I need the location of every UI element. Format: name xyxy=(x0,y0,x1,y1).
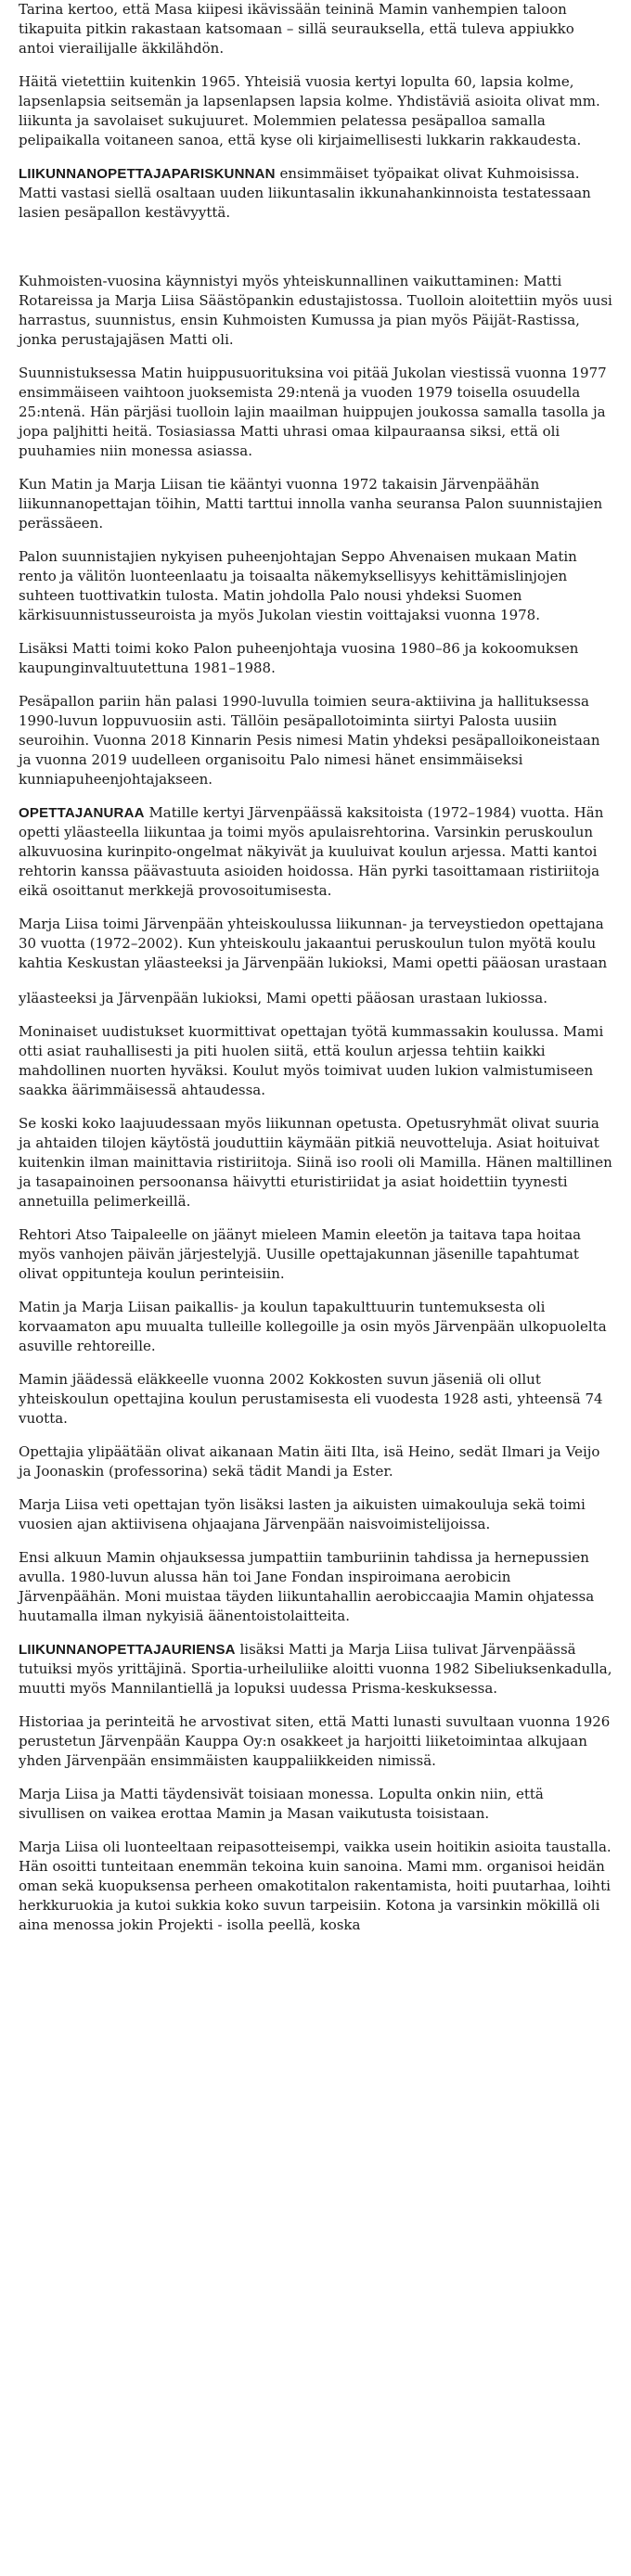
article-paragraph: Ensi alkuun Mamin ohjauksessa jumpattiin tamburiinin tahdissa ja hernepussien avulla. 1980-luvun alussa hän toi Jane Fondan inspiroimana aerobicin Järvenpäähän. Moni muistaa täyden liikuntahallin aerobiccaajia Mamin ohjatessa huutamalla ilman nykyisiä äänentoistolaitteita. xyxy=(19,1549,595,1624)
article-paragraph: Kuhmoisten-vuosina käynnistyi myös yhteiskunnallinen vaikuttaminen: Matti Rotareissa ja Marja Liisa Säästöpankin edustajistossa. Tuolloin aloitettiin myös uusi harrastus, suunnistus, ensin Kuhmoisten Kumussa ja pian myös Päijät-Rastissa, jonka perustajajäsen Matti oli. xyxy=(19,273,612,348)
lead-in-caps: LIIKUNNANOPETTAJAURIENSA xyxy=(19,1642,236,1658)
blank-space xyxy=(19,237,612,272)
article-paragraph: yläasteeksi ja Järvenpään lukioksi, Mami opetti pääosan urastaan lukiossa. xyxy=(19,990,548,1006)
article-paragraph: Opettajia ylipäätään olivat aikanaan Matin äiti Ilta, isä Heino, sedät Ilmari ja Veijo ja Joonaskin (professorina) sekä tädit Mandi ja Ester. xyxy=(19,1443,600,1480)
article-paragraph: Marja Liisa ja Matti täydensivät toisiaan monessa. Lopulta onkin niin, että sivullisen on vaikea erottaa Mamin ja Masan vaikutusta toisistaan. xyxy=(19,1786,544,1822)
article-paragraph: Marja Liisa toimi Järvenpään yhteiskoulussa liikunnan- ja terveystiedon opettajana 30 vuotta (1972–2002). Kun yhteiskoulu jakaantui peruskoulun tulon myötä koulu kahtia Keskustan yläasteeksi ja Järvenpään lukioksi, Mami opetti pääosan urastaan xyxy=(19,916,608,971)
article-paragraph: Se koski koko laajuudessaan myös liikunnan opetusta. Opetusryhmät olivat suuria ja ahtaiden tilojen käytöstä jouduttiin käymään pitkiä neuvotteluja. Asiat hoituivat kuitenkin ilman mainittavia ristiriitoja. Siinä iso rooli oli Mamilla. Hänen maltillinen ja tasapainoinen persoonansa häivytti eturistiriidat ja asiat hoidettiin tyynesti annetuilla pelimerkeillä. xyxy=(19,1115,612,1210)
article-paragraph: Matin ja Marja Liisan paikallis- ja koulun tapakulttuurin tuntemuksesta oli korvaamaton apu muualta tulleille kollegoille ja osin myös Järvenpään ulkopuolelta asuville rehtoreille. xyxy=(19,1299,607,1354)
article-paragraph-lead xyxy=(19,1640,612,1698)
article-paragraph: Historiaa ja perinteitä he arvostivat siten, että Matti lunasti suvultaan vuonna 1926 perustetun Järvenpään Kauppa Oy:n osakkeet ja harjoitti liiketoimintaa alkujaan yhden Järvenpään ensimmäisten kauppaliikkeiden nimissä. xyxy=(19,1713,611,1769)
article-paragraph-lead xyxy=(19,803,612,901)
article-paragraph: Tarina kertoo, että Masa kiipesi ikävissään teininä Mamin vanhempien taloon tikapuita pitkin rakastaan katsomaan – sillä seurauksella, että tuleva appiukko antoi vierailijalle äkkilähdön. xyxy=(19,1,574,57)
article-paragraph: Pesäpallon pariin hän palasi 1990-luvulla toimien seura-aktiivina ja hallituksessa 1990-luvun loppuvuosiin asti. Tällöin pesäpallotoiminta siirtyi Palosta uusiin seuroihin. Vuonna 2018 Kinnarin Pesis nimesi Matin yhdeksi pesäpalloikoneistaan ja vuonna 2019 uudelleen organisoitu Palo nimesi hänet ensimmäiseksi kunniapuheenjohtajakseen. xyxy=(19,693,600,788)
article-paragraph: Kun Matin ja Marja Liisan tie kääntyi vuonna 1972 takaisin Järvenpäähän liikunnanopettajan töihin, Matti tarttui innolla vanha seuransa Palon suunnistajien perässäeen. xyxy=(19,476,603,532)
article-paragraph: Mamin jäädessä eläkkeelle vuonna 2002 Kokkosten suvun jäseniä oli ollut yhteiskoulun opettajina koulun perustamisesta eli vuodesta 1928 asti, yhteensä 74 vuotta. xyxy=(19,1371,603,1427)
lead-in-caps: LIIKUNNANOPETTAJAPARISKUNNAN xyxy=(19,166,276,182)
article-paragraph: Moninaiset uudistukset kuormittivat opettajan työtä kummassakin koulussa. Mami otti asiat rauhallisesti ja piti huolen siitä, että koulun arjessa tehtiin kaikki mahdollinen nuorten hyväksi. Koulut myös toimivat uuden lukion valmistumiseen saakka äärimmäisessä ahtaudessa. xyxy=(19,1023,604,1098)
lead-in-caps: OPETTAJANURAA xyxy=(19,805,145,821)
article-paragraph: Suunnistuksessa Matin huippusuorituksina voi pitää Jukolan viestissä vuonna 1977 ensimmäiseen vaihtoon juoksemista 29:ntenä ja vuoden 1979 toisella osuudella 25:ntenä. Hän pärjäsi tuolloin lajin maailman huippujen joukossa samalla tasolla ja jopa paljhitti heitä. Tosiasiassa Matti uhrasi omaa kilpauraansa siksi, että oli puuhamies niin monessa asiassa. xyxy=(19,365,607,459)
article-paragraph: Marja Liisa veti opettajan työn lisäksi lasten ja aikuisten uimakouluja sekä toimi vuosien ajan aktiivisena ohjaajana Järvenpään naisvoimistelijoissa. xyxy=(19,1496,586,1532)
paragraph-text: lisäksi Matti ja Marja Liisa tulivat Järvenpäässä tutuiksi myös yrittäjinä. Sportia-urheiluliike aloitti vuonna 1982 Sibeliuksenkadulla, muutti myös Mannilantiellä ja lopuksi uudessa Prisma-keskuksessa. xyxy=(19,1641,612,1697)
article-paragraph: Marja Liisa oli luonteeltaan reipasotteisempi, vaikka usein hoitikin asioita taustalla. Hän osoitti tunteitaan enemmän tekoina kuin sanoina. Mami mm. organisoi heidän oman sekä kuopuksensa perheen omakotitalon rakentamista, hoiti puutarhaa, loihti herkkuruokia ja kutoi sukkia koko suvun tarpeisiin. Kotona ja varsinkin mökillä oli aina menossa jokin Projekti - isolla peellä, koska xyxy=(19,1839,612,1933)
paragraph-text: Matille kertyi Järvenpäässä kaksitoista (1972–1984) vuotta. Hän opetti yläasteella liikuntaa ja toimi myös apulaisrehtorina. Varsinkin peruskoulun alkuvuosina kurinpito-ongelmat näkyivät ja kuuluivat koulun arjessa. Matti kantoi rehtorin kanssa päävastuuta asioiden hoidossa. Hän pyrki tasoittamaan ristiriitoja eikä osoittanut merkkejä provosoitumisesta. xyxy=(19,804,604,899)
article-paragraph: Rehtori Atso Taipaleelle on jäänyt mieleen Mamin eleetön ja taitava tapa hoitaa myös vanhojen päivän järjestelyjä. Uusille opettajakunnan jäsenille tapahtumat olivat oppitunteja koulun perinteisiin. xyxy=(19,1226,582,1282)
article-paragraph: Palon suunnistajien nykyisen puheenjohtajan Seppo Ahvenaisen mukaan Matin rento ja välitön luonteenlaatu ja toisaalta näkemyksellisyys kehittämislinjojen suhteen tuottivatkin tulosta. Matin johdolla Palo nousi yhdeksi Suomen kärkisuunnistusseuroista ja myös Jukolan viestin voittajaksi vuonna 1978. xyxy=(19,548,577,623)
article-paragraph: Lisäksi Matti toimi koko Palon puheenjohtaja vuosina 1980–86 ja kokoomuksen kaupunginvaltuutettuna 1981–1988. xyxy=(19,640,579,676)
article-paragraph: Häitä vietettiin kuitenkin 1965. Yhteisiä vuosia kertyi lopulta 60, lapsia kolme, lapsenlapsia seitsemän ja lapsenlapsen lapsia kolme. Yhdistäviä asioita olivat mm. liikunta ja savolaiset sukujuuret. Molemmien pelatessa pesäpalloa samalla pelipaikalla voitaneen sanoa, että kyse oli kirjaimellisesti lukkarin rakkaudesta. xyxy=(19,73,600,148)
article-paragraph-lead xyxy=(19,164,612,223)
paragraph-text: ensimmäiset työpaikat olivat Kuhmoisissa. Matti vastasi siellä osaltaan uuden liikuntasalin ikkunahankinnoista testatessaan lasien pesäpallon kestävyyttä. xyxy=(19,165,591,221)
